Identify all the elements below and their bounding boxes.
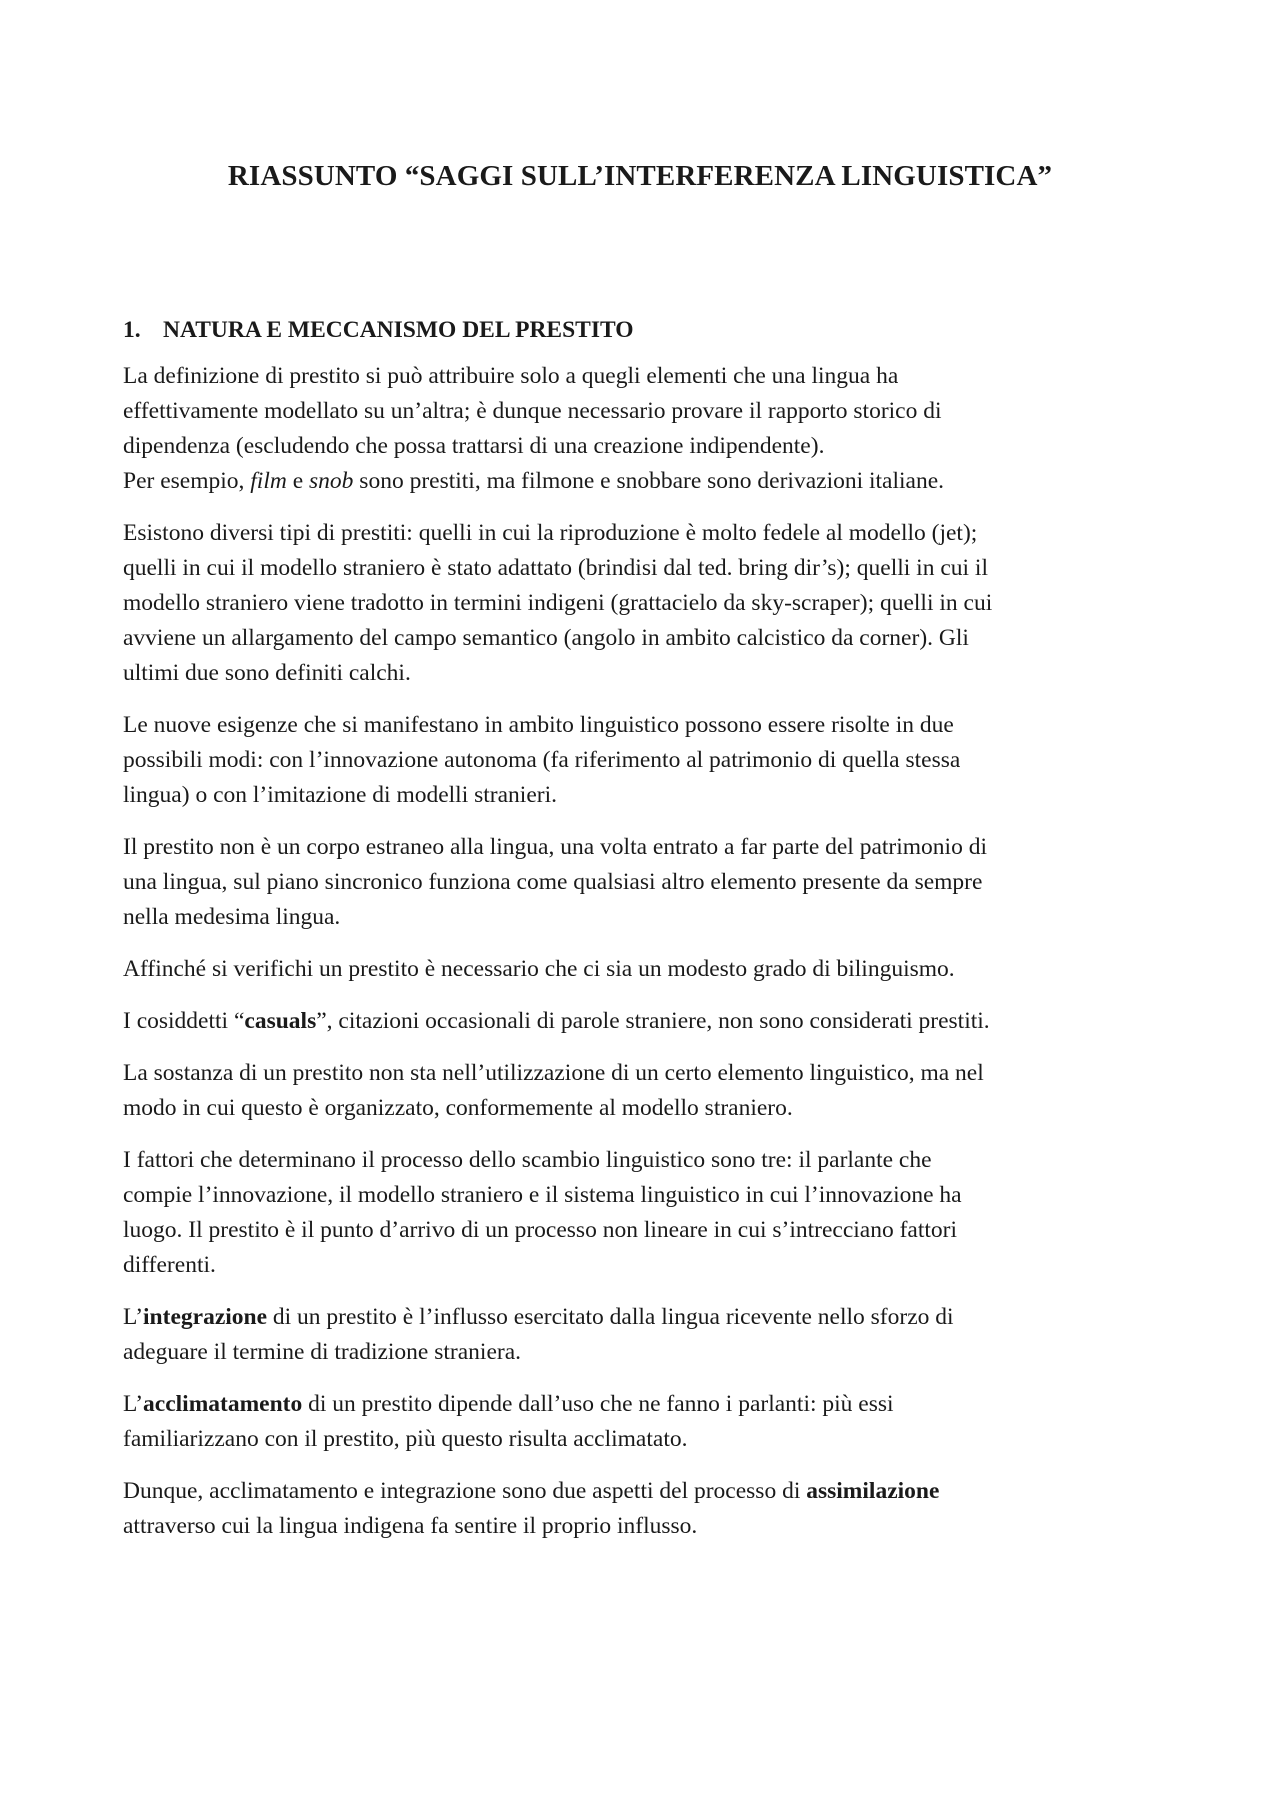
paragraph-definition bbox=[123, 359, 1173, 499]
text-line: effettivamente modellato su un’altra; è dunque necessario provare il rapporto storico di bbox=[123, 398, 942, 424]
text-line: una lingua, sul piano sincronico funziona come qualsiasi altro elemento presente da sempre bbox=[123, 869, 983, 895]
paragraph-not-foreign-body bbox=[123, 830, 1173, 935]
paragraph-assimilation bbox=[123, 1474, 1173, 1544]
italic-term-film: film bbox=[250, 468, 287, 494]
text-run: sono prestiti, ma filmone e snobbare sono derivazioni italiane. bbox=[353, 468, 945, 494]
paragraph-acclimatization bbox=[123, 1387, 1173, 1457]
text-run: Dunque, acclimatamento e integrazione sono due aspetti del processo di bbox=[123, 1478, 807, 1504]
bold-term-assimilazione: assimilazione bbox=[806, 1478, 940, 1504]
paragraph-integration bbox=[123, 1300, 1173, 1370]
text-line: modo in cui questo è organizzato, conformemente al modello straniero. bbox=[123, 1095, 793, 1121]
text-line: differenti. bbox=[123, 1252, 216, 1278]
text-line: I fattori che determinano il processo dello scambio linguistico sono tre: il parlante che bbox=[123, 1147, 932, 1173]
text-line: lingua) o con l’imitazione di modelli stranieri. bbox=[123, 782, 557, 808]
text-line bbox=[123, 1300, 1173, 1335]
paragraph-loan-types bbox=[123, 516, 1173, 691]
text-line: luogo. Il prestito è il punto d’arrivo di un processo non lineare in cui s’intrecciano fattori bbox=[123, 1217, 958, 1243]
text-line: adeguare il termine di tradizione straniera. bbox=[123, 1339, 522, 1365]
text-run: L’ bbox=[123, 1304, 144, 1330]
text-line: La sostanza di un prestito non sta nell’utilizzazione di un certo elemento linguistico, ma nel bbox=[123, 1060, 984, 1086]
text-line: avviene un allargamento del campo semantico (angolo in ambito calcistico da corner). Gli bbox=[123, 625, 969, 651]
paragraph-new-needs bbox=[123, 708, 1173, 813]
bold-term-integrazione: integrazione bbox=[143, 1304, 268, 1330]
section-title: NATURA E MECCANISMO DEL PRESTITO bbox=[163, 317, 634, 343]
text-run: di un prestito dipende dall’uso che ne fanno i parlanti: più essi bbox=[302, 1391, 894, 1417]
text-run: I cosiddetti “ bbox=[123, 1008, 245, 1034]
document-body bbox=[123, 313, 1173, 1561]
text-line bbox=[123, 1004, 1173, 1039]
text-line: ultimi due sono definiti calchi. bbox=[123, 660, 411, 686]
text-run: e bbox=[286, 468, 310, 494]
text-line: Le nuove esigenze che si manifestano in ambito linguistico possono essere risolte in due bbox=[123, 712, 954, 738]
paragraph-factors bbox=[123, 1143, 1173, 1283]
paragraph-substance bbox=[123, 1056, 1173, 1126]
bold-term-casuals: casuals bbox=[244, 1008, 317, 1034]
text-line: quelli in cui il modello straniero è stato adattato (brindisi dal ted. bring dir’s); quelli in cui il bbox=[123, 555, 988, 581]
text-line bbox=[123, 464, 1173, 499]
section-heading bbox=[123, 313, 1173, 348]
text-run: ”, citazioni occasionali di parole straniere, non sono considerati prestiti. bbox=[316, 1008, 990, 1034]
text-line: Esistono diversi tipi di prestiti: quelli in cui la riproduzione è molto fedele al modello (jet); bbox=[123, 520, 978, 546]
text-line: compie l’innovazione, il modello straniero e il sistema linguistico in cui l’innovazione ha bbox=[123, 1182, 962, 1208]
text-line: modello straniero viene tradotto in termini indigeni (grattacielo da sky-scraper); quelli in cui bbox=[123, 590, 993, 616]
text-line: Il prestito non è un corpo estraneo alla lingua, una volta entrato a far parte del patrimonio di bbox=[123, 834, 987, 860]
document-title: RIASSUNTO “SAGGI SULL’INTERFERENZA LINGUISTICA” bbox=[227, 160, 1053, 192]
text-line: Affinché si verifichi un prestito è necessario che ci sia un modesto grado di bilinguismo. bbox=[123, 956, 955, 982]
text-line: attraverso cui la lingua indigena fa sentire il proprio influsso. bbox=[123, 1513, 698, 1539]
italic-term-snob: snob bbox=[309, 468, 354, 494]
text-line bbox=[123, 1474, 1173, 1509]
paragraph-bilingualism bbox=[123, 952, 1173, 987]
text-line: dipendenza (escludendo che possa trattarsi di una creazione indipendente). bbox=[123, 433, 825, 459]
text-line: familiarizzano con il prestito, più questo risulta acclimatato. bbox=[123, 1426, 688, 1452]
bold-term-acclimatamento: acclimatamento bbox=[143, 1391, 303, 1417]
text-run: di un prestito è l’influsso esercitato dalla lingua ricevente nello sforzo di bbox=[267, 1304, 954, 1330]
text-line: nella medesima lingua. bbox=[123, 904, 341, 930]
text-run: L’ bbox=[123, 1391, 144, 1417]
text-line: La definizione di prestito si può attribuire solo a quegli elementi che una lingua ha bbox=[123, 363, 899, 389]
paragraph-casuals bbox=[123, 1004, 1173, 1039]
section-number: 1. bbox=[123, 317, 141, 343]
text-line bbox=[123, 1387, 1173, 1422]
text-run: Per esempio, bbox=[123, 468, 251, 494]
text-line: possibili modi: con l’innovazione autonoma (fa riferimento al patrimonio di quella stessa bbox=[123, 747, 961, 773]
